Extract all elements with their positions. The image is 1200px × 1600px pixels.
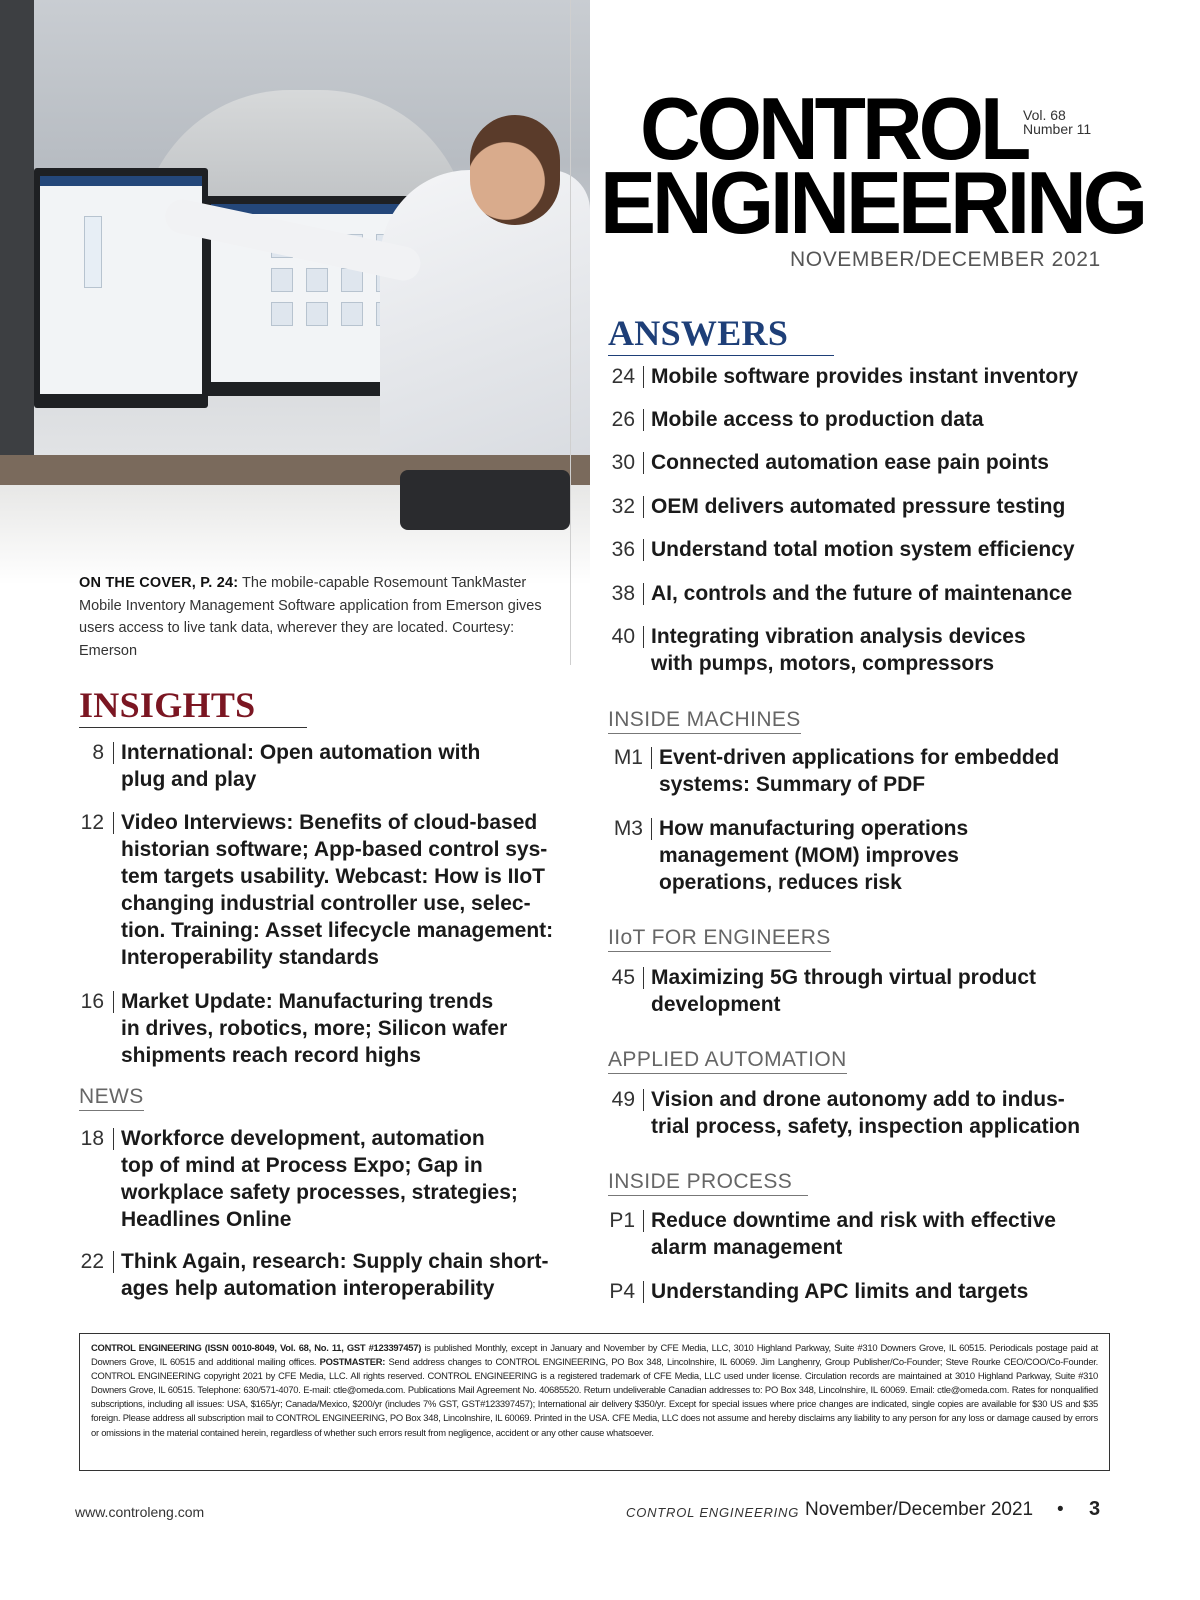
toc-page: 49	[611, 1088, 635, 1111]
magazine-logo	[600, 78, 1145, 252]
toc-page: 12	[80, 811, 104, 834]
toc-title-line: systems: Summary of PDF	[659, 773, 926, 796]
toc-page: 40	[611, 625, 635, 648]
toc-title-line: Event-driven applications for embedded	[659, 746, 1060, 769]
page-number: 3	[1089, 1498, 1101, 1520]
tank-tile	[306, 302, 328, 326]
footer-issue-date: November/December 2021	[805, 1499, 1034, 1520]
column-divider	[570, 0, 571, 665]
toc-title-line: in drives, robotics, more; Silicon wafer	[121, 1017, 508, 1040]
toc-title-line: ages help automation interoperability	[121, 1277, 495, 1300]
toc-title: Connected automation ease pain points	[651, 451, 1049, 474]
cover-caption	[79, 572, 569, 662]
toc-separator	[651, 747, 652, 769]
toc-title-line: alarm management	[651, 1236, 843, 1259]
toc-title-line: tion. Training: Asset lifecycle management:	[121, 919, 554, 942]
statement-text: Send address changes to CONTROL ENGINEERING, PO Box 348, Lincolnshire, IL 60069. Jim Langhenry, Group Publisher/Co-Founder; Steve Rourke CEO/COO/Co-Founder. CONTROL ENGINEERING copyright 2021 by CFE Media, LLC. All rights reserved. CONTROL ENGINEERING is a registered trademark of CFE Media, LLC used under license. Circulation records are maintained at 3010 Highland Parkway, Suite #310 Downers Grove, IL 60515. Telephone: 630/571-4070. E-mail: ctle@omeda.com. Publications Mail Agreement No. 40685520. Return undeliverable Canadian addresses to: PO Box 348, Lincolnshire, IL 60069. Email: ctle@omeda.com. Rates for nonqualified subscriptions, including all issues: USA, $165/yr; Canada/Mexico, $200/yr (includes 7% GST, GST#123397457); International air delivery $350/yr. Except for special issues where price changes are indicated, single copies are available for $30 US and $35 foreign. Please address all subscription mail to CONTROL ENGINEERING, PO Box 348, Lincolnshire, IL 60069. Printed in the USA. CFE Media, LLC does not assume and hereby disclaims any liability to any person for any loss or damage caused by errors or omissions in the material contained herein, regardless of whether such errors result from negligence, accident or any other cause whatsoever.	[91, 1356, 1099, 1438]
answers-heading: ANSWERS	[608, 312, 834, 356]
toc-page: 38	[611, 582, 635, 605]
toc-separator	[643, 366, 644, 388]
issue-number: Number 11	[1023, 121, 1092, 137]
toc-separator	[643, 1210, 644, 1232]
toc-title-line: shipments reach record highs	[121, 1044, 421, 1067]
toc-title-line: Integrating vibration analysis devices	[651, 625, 1026, 648]
toc-title: OEM delivers automated pressure testing	[651, 495, 1066, 518]
toc-title-line: Market Update: Manufacturing trends	[121, 990, 494, 1013]
toc-title: AI, controls and the future of maintenance	[651, 582, 1073, 605]
footer-magazine-name: CONTROL ENGINEERING	[626, 1505, 800, 1520]
logo-line-engineering: ENGINEERING	[600, 153, 1145, 252]
toc-title-line: Headlines Online	[121, 1208, 292, 1231]
toc-separator	[651, 818, 652, 840]
toc-separator	[643, 1089, 644, 1111]
statement-postmaster: POSTMASTER:	[319, 1356, 386, 1368]
publication-statement	[79, 1333, 1110, 1471]
toc-page: P1	[609, 1209, 635, 1232]
toc-title-line: Reduce downtime and risk with effective	[651, 1209, 1056, 1232]
cover-photo	[0, 0, 590, 585]
toc-separator	[643, 1281, 644, 1303]
footer-bullet: •	[1057, 1499, 1064, 1520]
toc-title-line: top of mind at Process Expo; Gap in	[121, 1154, 483, 1177]
toc-page: M3	[613, 817, 643, 840]
toc-title: Understand total motion system efficiency	[651, 538, 1075, 561]
logo-line-control: CONTROL	[640, 79, 1028, 178]
toc-page: P4	[609, 1280, 635, 1303]
volume: Vol. 68	[1023, 107, 1066, 123]
toc-page: M1	[613, 746, 643, 769]
toc-title: Mobile software provides instant inventory	[651, 365, 1079, 388]
toc-title-line: trial process, safety, inspection application	[651, 1115, 1081, 1138]
volume-info	[1023, 108, 1091, 136]
toc-separator	[643, 452, 644, 474]
inside-process-heading	[608, 1170, 808, 1196]
toc-page: 45	[611, 966, 635, 989]
statement-text: is published Monthly, except in January and November by CFE Media, LLC, 3010 Highland Parkway, Suite #310 Downers Grove, IL 60515. Periodicals postage paid at Downers Grove, IL 60515 and additional mailing offices.	[91, 1342, 1099, 1368]
cover-caption-text: The mobile-capable Rosemount TankMaster Mobile Inventory Management Software application from Emerson gives users access to live tank data, wherever they are located. Courtesy: Emerson	[79, 575, 542, 659]
toc-title: Mobile access to production data	[651, 408, 984, 431]
person-head	[470, 115, 560, 225]
screen-header-bar	[40, 176, 202, 186]
toc-separator	[643, 626, 644, 648]
issue-date: NOVEMBER/DECEMBER 2021	[790, 248, 1101, 271]
toc-page: 8	[92, 741, 104, 764]
toc-page: 32	[611, 495, 635, 518]
insights-heading: INSIGHTS	[79, 684, 307, 728]
person-figure	[380, 170, 590, 470]
toc-title-line: workplace safety processes, strategies;	[121, 1181, 518, 1204]
toc-page: 16	[80, 990, 104, 1013]
toc-separator	[113, 1128, 114, 1150]
toc-title-line: International: Open automation with	[121, 741, 481, 764]
toc-page: 36	[611, 538, 635, 561]
toc-separator	[113, 1251, 114, 1273]
iiot-heading: IIoT FOR ENGINEERS	[608, 926, 831, 952]
toc-title-line: with pumps, motors, compressors	[651, 652, 995, 675]
toc-separator	[643, 967, 644, 989]
toc-separator	[643, 583, 644, 605]
toc-title-line: Video Interviews: Benefits of cloud-based	[121, 811, 538, 834]
inside-process-heading-text: INSIDE PROCESS	[608, 1170, 793, 1193]
toc-title-line: Workforce development, automation	[121, 1127, 485, 1150]
toc-page: 24	[611, 365, 635, 388]
toc-separator	[113, 991, 114, 1013]
toc-title: Understanding APC limits and targets	[651, 1280, 1029, 1303]
toc-title-line: tem targets usability. Webcast: How is IIoT	[121, 865, 545, 888]
toc-title-line: plug and play	[121, 768, 257, 791]
toc-separator	[113, 812, 114, 834]
toc-page: 30	[611, 451, 635, 474]
toc-separator	[643, 496, 644, 518]
tank-tile	[271, 302, 293, 326]
toc-page: 26	[611, 408, 635, 431]
toc-page: 22	[80, 1250, 104, 1273]
toc-title-line: operations, reduces risk	[659, 871, 902, 894]
toc-title-line: Maximizing 5G through virtual product	[651, 966, 1037, 989]
footer-website-link[interactable]: www.controleng.com	[75, 1504, 205, 1520]
tank-tile	[341, 302, 363, 326]
window-frame	[0, 0, 34, 480]
tank-tile	[306, 268, 328, 292]
toc-separator	[643, 409, 644, 431]
toc-title-line: development	[651, 993, 781, 1016]
inside-machines-heading: INSIDE MACHINES	[608, 708, 801, 734]
toc-title-line: How manufacturing operations	[659, 817, 969, 840]
applied-automation-heading: APPLIED AUTOMATION	[608, 1048, 847, 1074]
news-heading: NEWS	[79, 1085, 144, 1111]
toc-page: 18	[80, 1127, 104, 1150]
toc-title-line: management (MOM) improves	[659, 844, 959, 867]
toc-title-line: Interoperability standards	[121, 946, 379, 969]
toc-separator	[643, 539, 644, 561]
toc-title-line: Think Again, research: Supply chain short-	[121, 1250, 549, 1273]
tank-tile	[271, 268, 293, 292]
cover-caption-label: ON THE COVER, P. 24:	[79, 575, 239, 591]
statement-lead: CONTROL ENGINEERING (ISSN 0010-8049, Vol. 68, No. 11, GST #123397457)	[91, 1342, 422, 1353]
tank-level-gauge	[84, 216, 102, 288]
toc-title-line: changing industrial controller use, selec-	[121, 892, 531, 915]
toc-separator	[113, 742, 114, 764]
toc-title-line: Vision and drone autonomy add to indus-	[651, 1088, 1065, 1111]
chair	[400, 470, 570, 530]
toc-title-line: historian software; App-based control sys-	[121, 838, 548, 861]
